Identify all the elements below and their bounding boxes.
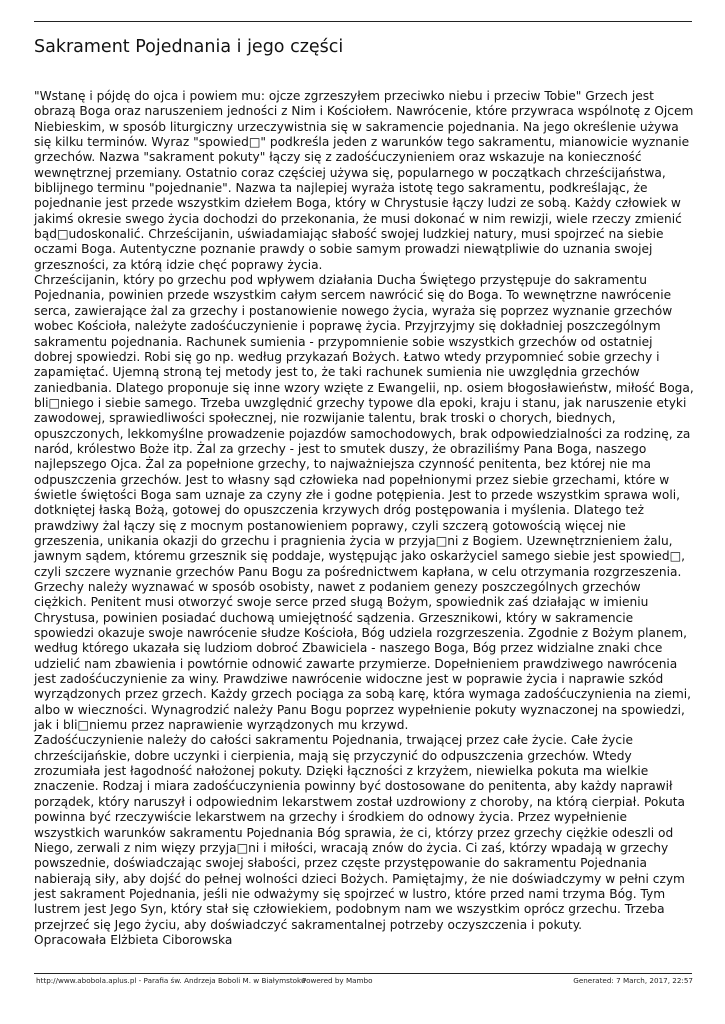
article-paragraph: "Wstanę i pójdę do ojca i powiem mu: ojcze zgrzeszyłem przeciwko niebu i przeciw Tobie" Grzech jest obrazą Boga oraz naruszeniem jedności z Nim i Kościołem. Nawrócenie, które przywraca wspólnotę z Ojcem Niebieskim, w sposób liturgiczny urzeczywistnia się w sakramencie pojednania. Na jego określenie używa się kilku terminów. Wyraz "spowied□" podkreśla jeden z warunków tego sakramentu, mianowicie wyznanie grzechów. Nazwa "sakrament pokuty" łączy się z zadośćuczynieniem oraz wskazuje na konieczność wewnętrznej przemiany. Ostatnio coraz częściej używa się, popularnego w początkach chrześcijaństwa, biblijnego terminu "pojednanie". Nazwa ta najlepiej wyraża istotę tego sakramentu, podkreślając, że pojednanie jest przede wszystkim dziełem Boga, który w Chrystusie łączy ludzi ze sobą. Każdy człowiek w jakimś okresie swego życia dochodzi do przekonania, że musi dokonać w nim rewizji, wiele rzeczy zmienić bąd□udoskonalić. Chrześcijanin, uświadamiając słabość swojej ludzkiej natury, musi spojrzeć na siebie oczami Boga. Autentyczne poznanie prawdy o sobie samym prowadzi niewątpliwie do uznania swojej grzeszności, za którą idzie chęć poprawy życia. (34, 89, 694, 272)
article-author: Opracowała Elżbieta Ciborowska (34, 932, 233, 947)
page-title: Sakrament Pojednania i jego części (34, 37, 344, 57)
footer-divider (34, 973, 692, 974)
header-divider (34, 21, 692, 22)
article-body (34, 89, 694, 948)
article-paragraph: Zadośćuczynienie należy do całości sakramentu Pojednania, trwającej przez całe życie. Całe życie chrześcijańskie, dobre uczynki i cierpienia, mają się przyczynić do odpuszczenia grzechów. Wtedy zrozumiała jest łagodność nałożonej pokuty. Dzięki łączności z krzyżem, niewielka pokuta ma wielkie znaczenie. Rodzaj i miara zadośćuczynienia powinny być dostosowane do penitenta, aby każdy naprawił porządek, który naruszył i odpowiednim lekarstwem został uzdrowiony z choroby, na którą cierpiał. Pokuta powinna być rzeczywiście lekarstwem na grzechy i środkiem do odnowy życia. Przez wypełnienie wszystkich warunków sakramentu Pojednania Bóg sprawia, że ci, którzy przez grzechy ciężkie odeszli od Niego, zerwali z nim więzy przyja□ni i miłości, wracają znów do życia. Ci zaś, którzy wpadają w grzechy powszednie, doświadczając swojej słabości, przez częste przystępowanie do sakramentu Pojednania nabierają siły, aby dojść do pełnej wolności dzieci Bożych. Pamiętajmy, że nie doświadczymy w pełni czym jest sakrament Pojednania, jeśli nie odważymy się spojrzeć w lustro, które przed nami trzyma Bóg. Tym lustrem jest Jego Syn, który stał się człowiekiem, podobnym nam we wszystkim oprócz grzechu. Trzeba przejrzeć się Jego życiu, aby doświadczyć sakramentalnej potrzeby oczyszczenia i pokuty. (34, 733, 686, 932)
article-paragraph: Chrześcijanin, który po grzechu pod wpływem działania Ducha Świętego przystępuje do sakramentu Pojednania, powinien przede wszystkim całym sercem nawrócić się do Boga. To wewnętrzne nawrócenie serca, zawierające żal za grzechy i postanowienie nowego życia, wyraża się poprzez wyznanie grzechów wobec Kościoła, należyte zadośćuczynienie i poprawę życia. Przyjrzyjmy się dokładniej poszczególnym sakramentu pojednania. Rachunek sumienia - przypomnienie sobie wszystkich grzechów od ostatniej dobrej spowiedzi. Robi się go np. według przykazań Bożych. Łatwo wtedy przypomnieć sobie grzechy i zapamiętać. Ujemną stroną tej metody jest to, że taki rachunek sumienia nie uwzględnia grzechów zaniedbania. Dlatego proponuje się inne wzory wzięte z Ewangelii, np. osiem błogosławieństw, miłość Boga, bli□niego i siebie samego. Trzeba uwzględnić grzechy typowe dla epoki, kraju i stanu, jak naruszenie etyki zawodowej, sprawiedliwości społecznej, nie rozwijanie talentu, brak troski o chorych, biednych, opuszczonych, lekkomyślne prowadzenie pojazdów samochodowych, brak odpowiedzialności za rodzinę, za naród, królestwo Boże itp. Żal za grzechy - jest to smutek duszy, że obraziliśmy Pana Boga, naszego najlepszego Ojca. Żal za popełnione grzechy, to najważniejsza czynność penitenta, bez której nie ma odpuszczenia grzechów. Jest to własny sąd człowieka nad popełnionymi przez siebie grzechami, które w świetle świętości Boga sam uznaje za czyny złe i godne potępienia. Jest to przede wszystkim sprawa woli, dotkniętej łaską Bożą, gotowej do opuszczenia krzywych dróg postępowania i myślenia. Dlatego też prawdziwy żal łączy się z mocnym postanowieniem poprawy, czyli szczerą gotowością więcej nie grzeszenia, unikania okazji do grzechu i pragnienia życia w przyja□ni z Bogiem. Uzewnętrznieniem żalu, jawnym sądem, któremu grzesznik się poddaje, występując jako oskarżyciel samego siebie jest spowied□, czyli szczere wyznanie grzechów Panu Bogu za pośrednictwem kapłana, w celu otrzymania rozgrzeszenia. Grzechy należy wyznawać w sposób osobisty, nawet z podaniem genezy poszczególnych grzechów ciężkich. Penitent musi otworzyć swoje serce przed sługą Bożym, spowiednik zaś działając w imieniu Chrystusa, powinien posiadać duchową umiejętność sądzenia. Grzesznikowi, który w sakramencie spowiedzi okazuje swoje nawrócenie słudze Kościoła, Bóg udziela rozgrzeszenia. Zgodnie z Bożym planem, według którego ukazała się ludziom dobroć Zbawiciela - naszego Boga, Bóg przez widzialne znaki chce udzielić nam zbawienia i powtórnie odnowić zawarte przymierze. Dopełnieniem prawdziwego nawrócenia jest zadośćuczynienie za winy. Prawdziwe nawrócenie widoczne jest w poprawie życia i naprawie szkód wyrządzonych przez grzech. Każdy grzech pociąga za sobą karę, która wymaga zadośćuczynienia na ziemi, albo w wieczności. Wynagrodzić należy Panu Bogu poprzez wypełnienie pokuty wyznaczonej na spowiedzi, jak i bli□niemu przez naprawienie wyrządzonych mu krzywd. (34, 273, 694, 733)
footer-generated-date: Generated: 7 March, 2017, 22:57 (573, 976, 693, 985)
footer-powered-by: Powered by Mambo (302, 976, 373, 985)
footer-url: http://www.abobola.aplus.pl - Parafia św. Andrzeja Boboli M. w Białymstoku (36, 976, 306, 985)
